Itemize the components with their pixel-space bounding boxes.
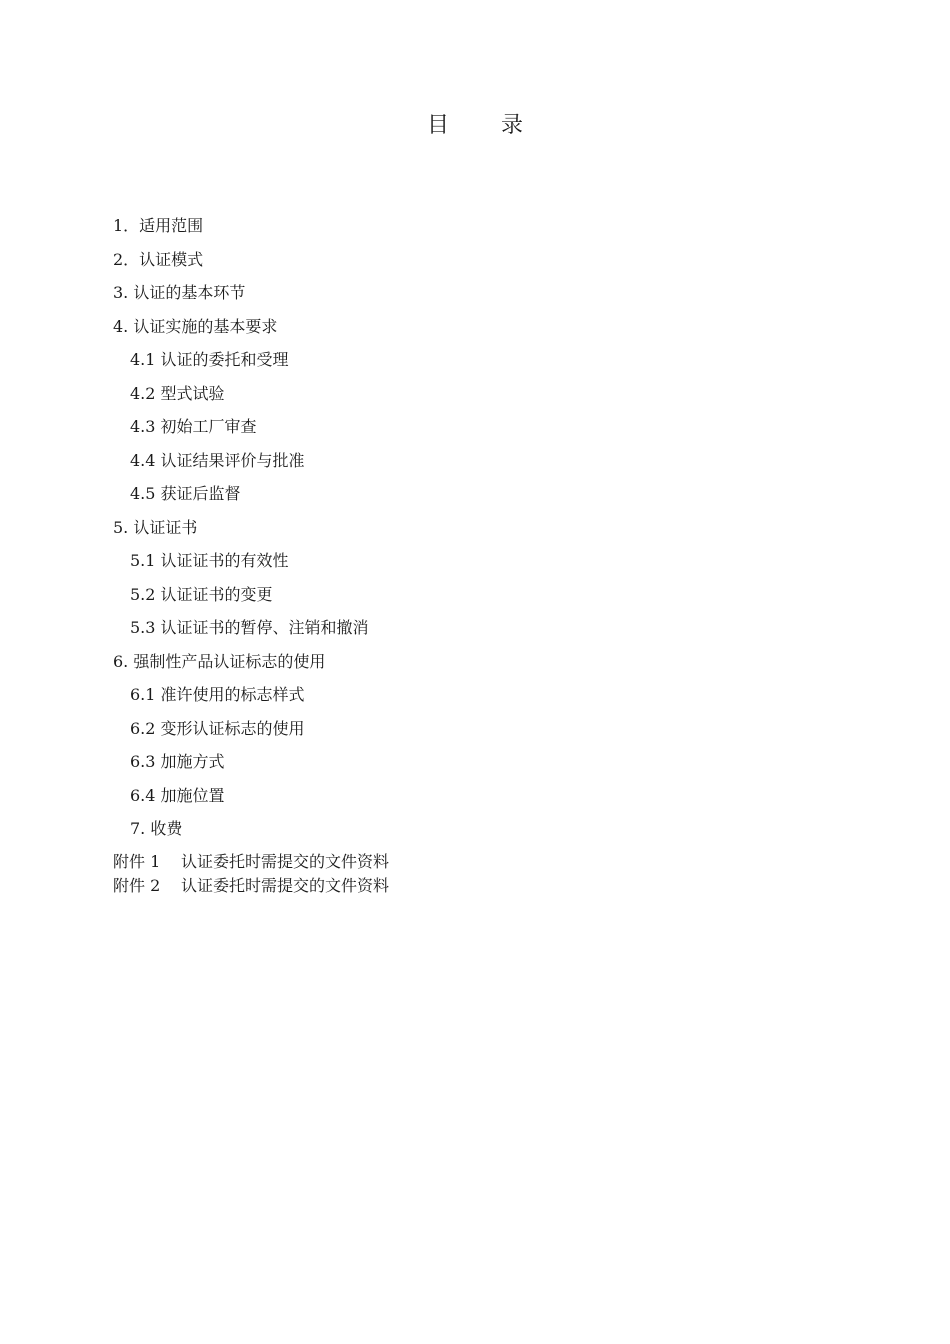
- appendix-title: 认证委托时需提交的文件资料: [181, 876, 390, 895]
- toc-subitem: 5.3 认证证书的暂停、注销和撤消: [130, 618, 369, 637]
- appendix-list: [113, 850, 389, 898]
- toc-item: 4. 认证实施的基本要求: [113, 316, 278, 336]
- toc-item: 5. 认证证书: [113, 517, 198, 537]
- appendix-item: [113, 850, 389, 874]
- appendix-item: [113, 874, 389, 898]
- toc-subitem: 4.1 认证的委托和受理: [130, 350, 289, 369]
- toc-subitem: 6.4 加施位置: [130, 785, 225, 805]
- toc-subitem: 6.3 加施方式: [130, 752, 225, 771]
- toc-item: 2．认证模式: [113, 249, 204, 269]
- toc-subitem: 4.4 认证结果评价与批准: [130, 450, 305, 470]
- toc-item: 3. 认证的基本环节: [113, 283, 246, 302]
- title-char-2: 录: [501, 113, 524, 138]
- toc-subitem: 4.3 初始工厂审查: [130, 417, 257, 436]
- toc-subitem: 6.1 准许使用的标志样式: [130, 685, 305, 704]
- appendix-title: 认证委托时需提交的文件资料: [181, 852, 390, 871]
- toc-item: 6. 强制性产品认证标志的使用: [113, 651, 326, 671]
- toc-subitem: 5.1 认证证书的有效性: [130, 551, 289, 570]
- toc-subitem: 6.2 变形认证标志的使用: [130, 718, 305, 738]
- appendix-label: 附件 1: [113, 852, 161, 871]
- title-char-1: 目: [426, 113, 449, 138]
- page-title: [0, 108, 950, 139]
- appendix-label: 附件 2: [113, 876, 161, 895]
- toc-subitem: 5.2 认证证书的变更: [130, 584, 273, 604]
- table-of-contents: [113, 214, 369, 851]
- toc-item: 1．适用范围: [113, 216, 204, 235]
- toc-subitem: 4.2 型式试验: [130, 383, 225, 403]
- toc-subitem: 4.5 获证后监督: [130, 484, 241, 503]
- toc-subitem: 7. 收费: [130, 819, 183, 838]
